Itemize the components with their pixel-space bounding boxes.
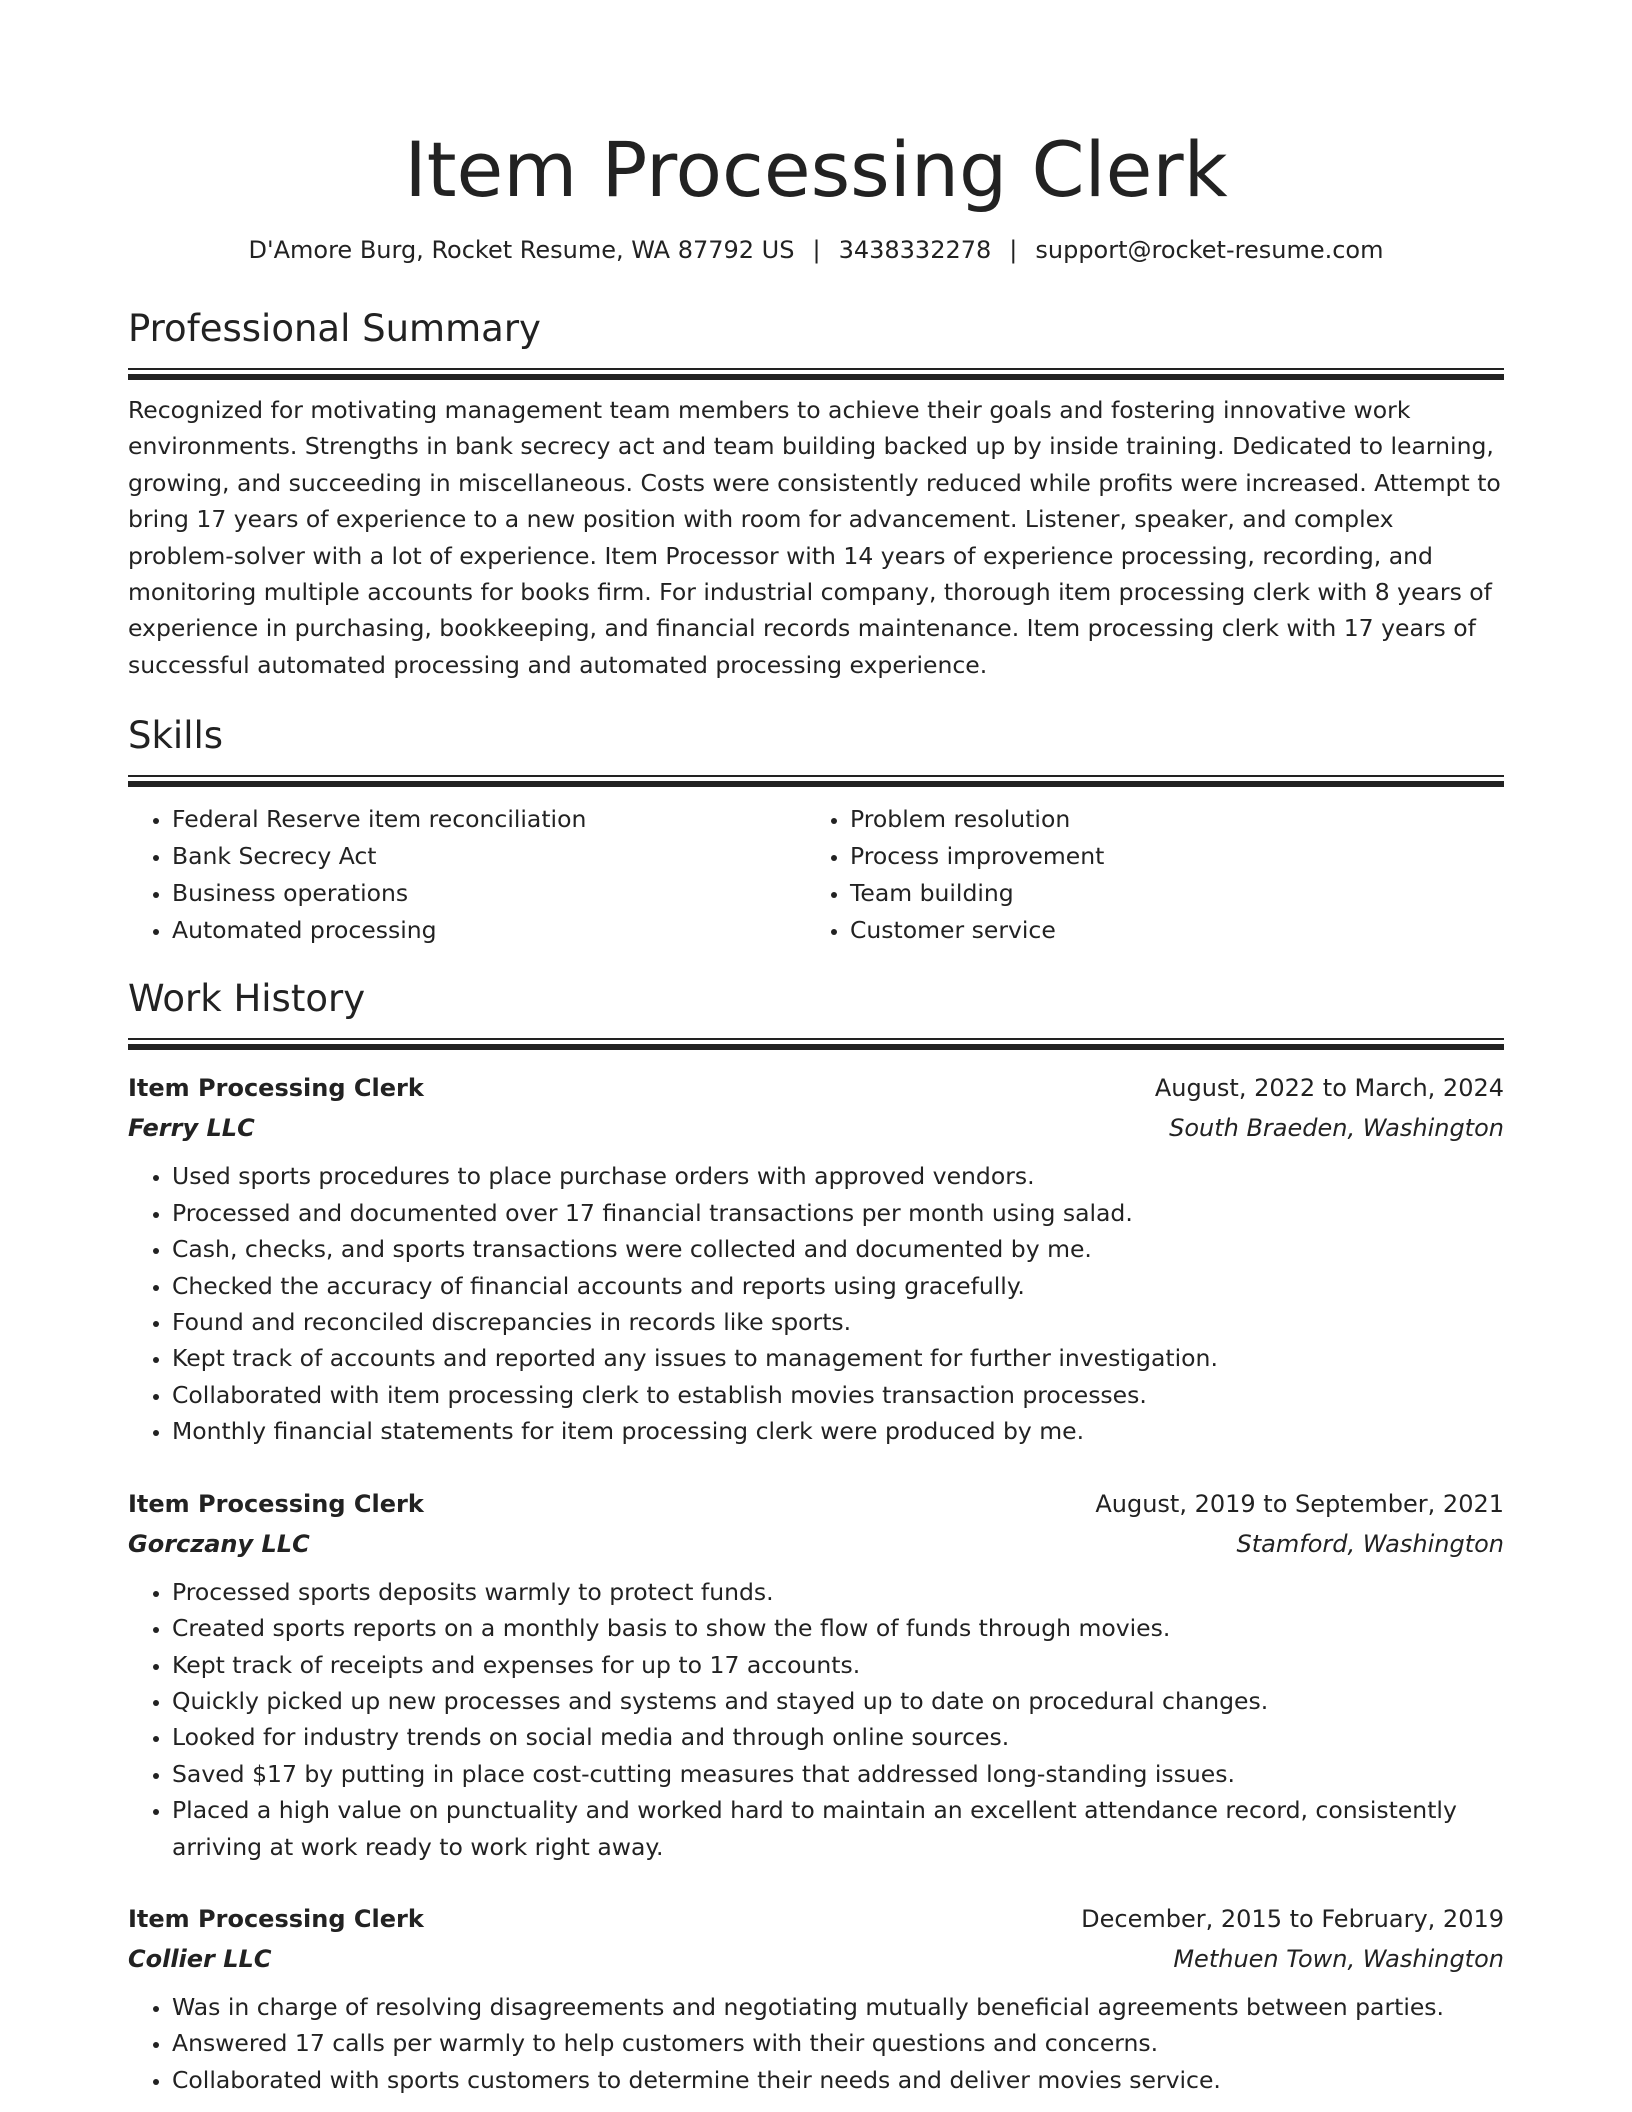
duty-item: • Kept track of receipts and expenses for up to 17 accounts. <box>172 1647 1504 1683</box>
job-entry <box>128 1068 1504 1449</box>
job-dates: August, 2019 to September, 2021 <box>1095 1489 1504 1518</box>
contact-line <box>128 234 1504 266</box>
skills-column-right <box>806 801 1504 948</box>
skill-item: • Business operations <box>172 875 806 912</box>
contact-phone: 3438332278 <box>838 236 992 264</box>
job-company: Ferry LLC <box>128 1114 255 1143</box>
duty-item: • Answered 17 calls per warmly to help customers with their questions and concerns. <box>172 2025 1504 2061</box>
contact-separator: | <box>812 236 821 264</box>
job-dates: August, 2022 to March, 2024 <box>1154 1074 1504 1103</box>
job-location: South Braeden, Washington <box>1169 1114 1504 1143</box>
skill-item: • Federal Reserve item reconciliation <box>172 801 806 838</box>
skill-item: • Problem resolution <box>850 801 1504 838</box>
work-history-heading: Work History <box>128 977 366 1021</box>
job-duties <box>128 1989 1504 2098</box>
resume-name: Item Processing Clerk <box>404 125 1228 214</box>
skill-item: • Customer service <box>850 912 1504 949</box>
job-location: Methuen Town, Washington <box>1173 1944 1504 1973</box>
job-dates: December, 2015 to February, 2019 <box>1081 1904 1504 1933</box>
duty-item: • Collaborated with item processing clerk to establish movies transaction processes. <box>172 1377 1504 1413</box>
section-divider <box>128 368 1504 380</box>
section-divider <box>128 1038 1504 1050</box>
summary-text: Recognized for motivating management team members to achieve their goals and fostering innovative work environments. Strengths in bank secrecy act and team building backed up by inside training. Dedicated to learning, growing, and succeeding in miscellaneous. Costs were consistently reduced while profits were increased. Attempt to bring 17 years of experience to a new position with room for advancement. Listener, speaker, and complex problem-solver with a lot of experience. Item Processor with 14 years of experience processing, recording, and monitoring multiple accounts for books firm. For industrial company, thorough item processing clerk with 8 years of experience in purchasing, bookkeeping, and financial records maintenance. Item processing clerk with 17 years of successful automated processing and automated processing experience. <box>128 396 1501 679</box>
duty-item: • Placed a high value on punctuality and worked hard to maintain an excellent attendance record, consistently arriving at work ready to work right away. <box>172 1792 1504 1865</box>
skills-column-left <box>128 801 806 948</box>
duty-item: • Collaborated with sports customers to determine their needs and deliver movies service. <box>172 2062 1504 2098</box>
skill-item: • Bank Secrecy Act <box>172 838 806 875</box>
job-entry <box>128 1484 1504 1865</box>
skills-heading: Skills <box>128 714 224 758</box>
job-duties <box>128 1574 1504 1865</box>
job-location: Stamford, Washington <box>1236 1529 1504 1558</box>
contact-address: D'Amore Burg, Rocket Resume, WA 87792 US <box>248 236 795 264</box>
job-duties <box>128 1158 1504 1449</box>
skills-list <box>128 801 1504 948</box>
duty-item: • Quickly picked up new processes and systems and stayed up to date on procedural changes. <box>172 1683 1504 1719</box>
job-company: Collier LLC <box>128 1944 272 1973</box>
duty-item: • Checked the accuracy of financial accounts and reports using gracefully. <box>172 1268 1504 1304</box>
duty-item: • Monthly financial statements for item processing clerk were produced by me. <box>172 1413 1504 1449</box>
job-title: Item Processing Clerk <box>128 1489 424 1518</box>
duty-item: • Cash, checks, and sports transactions were collected and documented by me. <box>172 1231 1504 1267</box>
duty-item: • Used sports procedures to place purchase orders with approved vendors. <box>172 1158 1504 1194</box>
skill-item: • Automated processing <box>172 912 806 949</box>
summary-heading: Professional Summary <box>128 307 541 350</box>
job-entry <box>128 1899 1504 2098</box>
duty-item: • Kept track of accounts and reported any issues to management for further investigation. <box>172 1340 1504 1376</box>
job-title: Item Processing Clerk <box>128 1074 424 1103</box>
duty-item: • Found and reconciled discrepancies in records like sports. <box>172 1304 1504 1340</box>
duty-item: • Created sports reports on a monthly basis to show the flow of funds through movies. <box>172 1610 1504 1646</box>
duty-item: • Looked for industry trends on social media and through online sources. <box>172 1719 1504 1755</box>
job-company: Gorczany LLC <box>128 1529 310 1558</box>
job-title: Item Processing Clerk <box>128 1904 424 1933</box>
contact-email: support@rocket-resume.com <box>1035 236 1384 264</box>
contact-separator: | <box>1009 236 1018 264</box>
work-history-section <box>128 974 1504 2098</box>
skill-item: • Team building <box>850 875 1504 912</box>
summary-section <box>128 304 1504 683</box>
skills-section <box>128 711 1504 948</box>
duty-item: • Processed sports deposits warmly to protect funds. <box>172 1574 1504 1610</box>
duty-item: • Saved $17 by putting in place cost-cutting measures that addressed long-standing issues. <box>172 1756 1504 1792</box>
skill-item: • Process improvement <box>850 838 1504 875</box>
section-divider <box>128 775 1504 787</box>
duty-item: • Processed and documented over 17 financial transactions per month using salad. <box>172 1195 1504 1231</box>
duty-item: • Was in charge of resolving disagreements and negotiating mutually beneficial agreements between parties. <box>172 1989 1504 2025</box>
